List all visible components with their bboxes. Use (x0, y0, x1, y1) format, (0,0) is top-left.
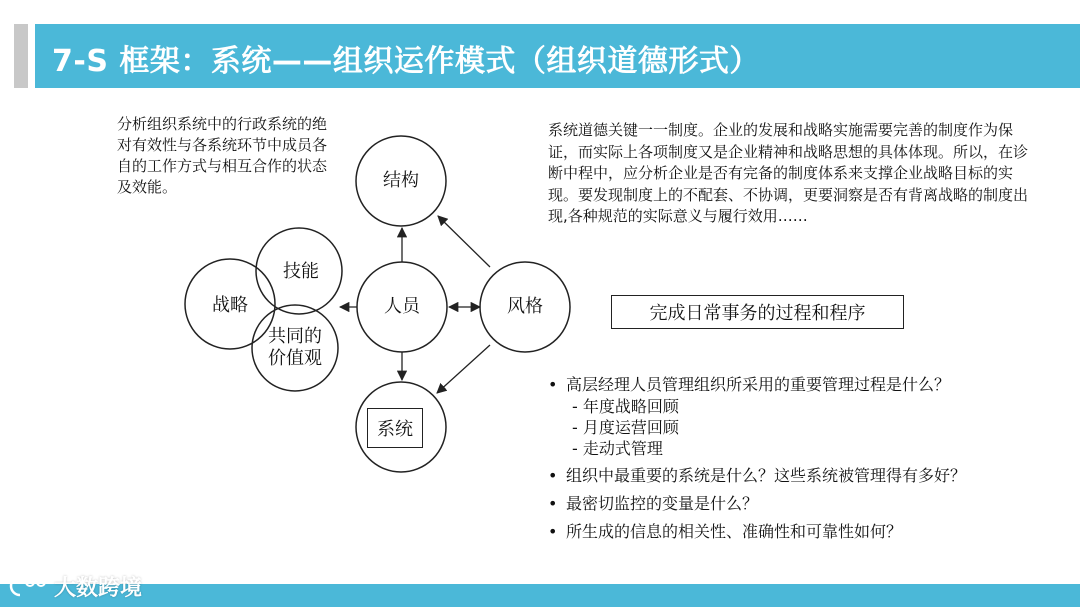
footer-bar (0, 584, 1080, 607)
arrow-style-structure (438, 216, 490, 267)
sub-item-text: 走动式管理 (582, 439, 663, 458)
sub-item: - 年度战略回顾 (572, 397, 679, 416)
style-label: 风格 (507, 296, 543, 317)
skills-label: 技能 (283, 261, 319, 282)
structure-label: 结构 (383, 170, 419, 191)
sub-item: - 走动式管理 (572, 439, 663, 458)
intro-text: 分析组织系统中的行政系统的绝对有效性与各系统环节中成员各自的工作方式与相互合作的状态及效能。 (117, 115, 328, 196)
watermark-text: 大数跨境 (54, 575, 143, 601)
question-item (548, 521, 1068, 543)
bullet-icon: • (548, 522, 558, 541)
watermark (8, 569, 142, 603)
question-text: 组织中最重要的系统是什么？这些系统被管理得有多好？ (566, 466, 967, 485)
bullet-icon: • (548, 494, 558, 513)
strategy-label: 战略 (212, 295, 248, 316)
question-list (548, 374, 1068, 543)
question-item (548, 374, 1068, 396)
staff-label: 人员 (384, 296, 420, 317)
question-text: 所生成的信息的相关性、准确性和可靠性如何？ (566, 522, 903, 541)
arrow-style-systems (437, 345, 490, 393)
bullet-icon: • (548, 466, 558, 485)
sub-item-text: 月度运营回顾 (582, 418, 679, 437)
watermark-logo-icon (8, 573, 48, 599)
question-item (548, 493, 1068, 515)
question-text: 最密切监控的变量是什么？ (566, 494, 759, 513)
question-item (548, 465, 1068, 487)
shared-values-line2: 价值观 (268, 348, 322, 369)
systems-paragraph: 系统道德关键一一制度。企业的发展和战略实施需要完善的制度作为保证，而实际上各项制度又是企业精神和战略思想的具体体现。所以，在诊断中程中，应分析企业是否有完备的制度体系来支撑企业战略目标的实现。要发现制度上的不配套、不协调，更要洞察是否有背离战略的制度出现,各种规范的实际意义与履行效用…… (548, 121, 1029, 225)
bullet-icon: • (548, 375, 558, 394)
systems-box: 系统 (367, 408, 423, 448)
shared-values-label (268, 326, 322, 370)
title-side-accent (14, 24, 28, 88)
sub-item-text: 年度战略回顾 (582, 397, 679, 416)
seven-s-diagram (175, 120, 595, 480)
shared-values-line1: 共同的 (268, 326, 322, 347)
question-text: 高层经理人员管理组织所采用的重要管理过程是什么？ (566, 375, 951, 394)
page-title: 7-S 框架：系统——组织运作模式（组织道德形式） (52, 44, 760, 79)
sub-item: - 月度运营回顾 (572, 418, 679, 437)
process-box: 完成日常事务的过程和程序 (611, 295, 904, 329)
